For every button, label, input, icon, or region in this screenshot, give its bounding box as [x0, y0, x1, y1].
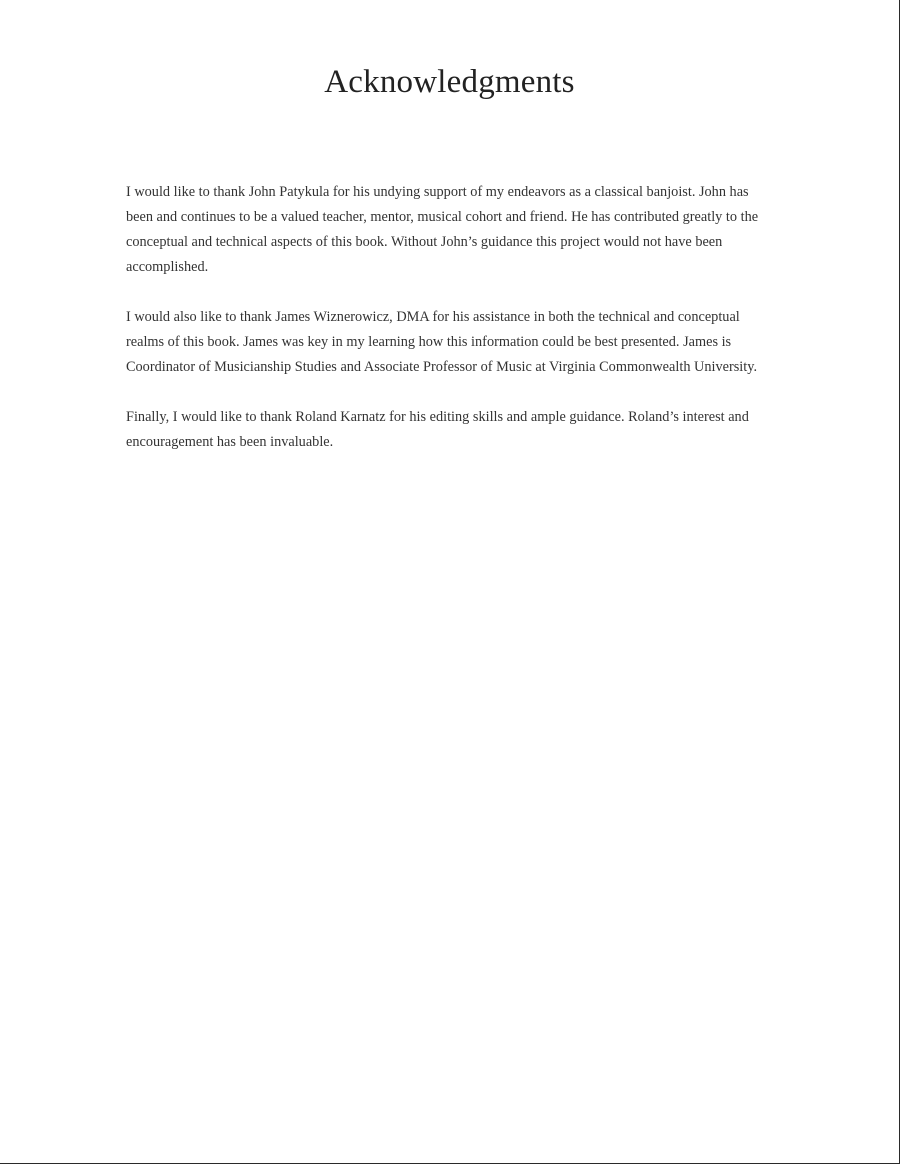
page-title: Acknowledgments — [324, 64, 575, 100]
paragraph-karnatz: Finally, I would like to thank Roland Karnatz for his editing skills and ample guidance. Roland’s interest and encouragement has been invaluable. — [126, 409, 749, 450]
paragraph-patykula: I would like to thank John Patykula for his undying support of my endeavors as a classical banjoist. John has been and continues to be a valued teacher, mentor, musical cohort and friend. He has contributed greatly to the conceptual and technical aspects of this book. Without John’s guidance this project would not have been accomplished. — [126, 184, 759, 275]
acknowledgments-body — [126, 180, 774, 480]
paragraph-wiznerowicz: I would also like to thank James Wiznerowicz, DMA for his assistance in both the technical and conceptual realms of this book. James was key in my learning how this information could be best presented. James is Coordinator of Musicianship Studies and Associate Professor of Music at Virginia Commonwealth University. — [126, 309, 758, 375]
